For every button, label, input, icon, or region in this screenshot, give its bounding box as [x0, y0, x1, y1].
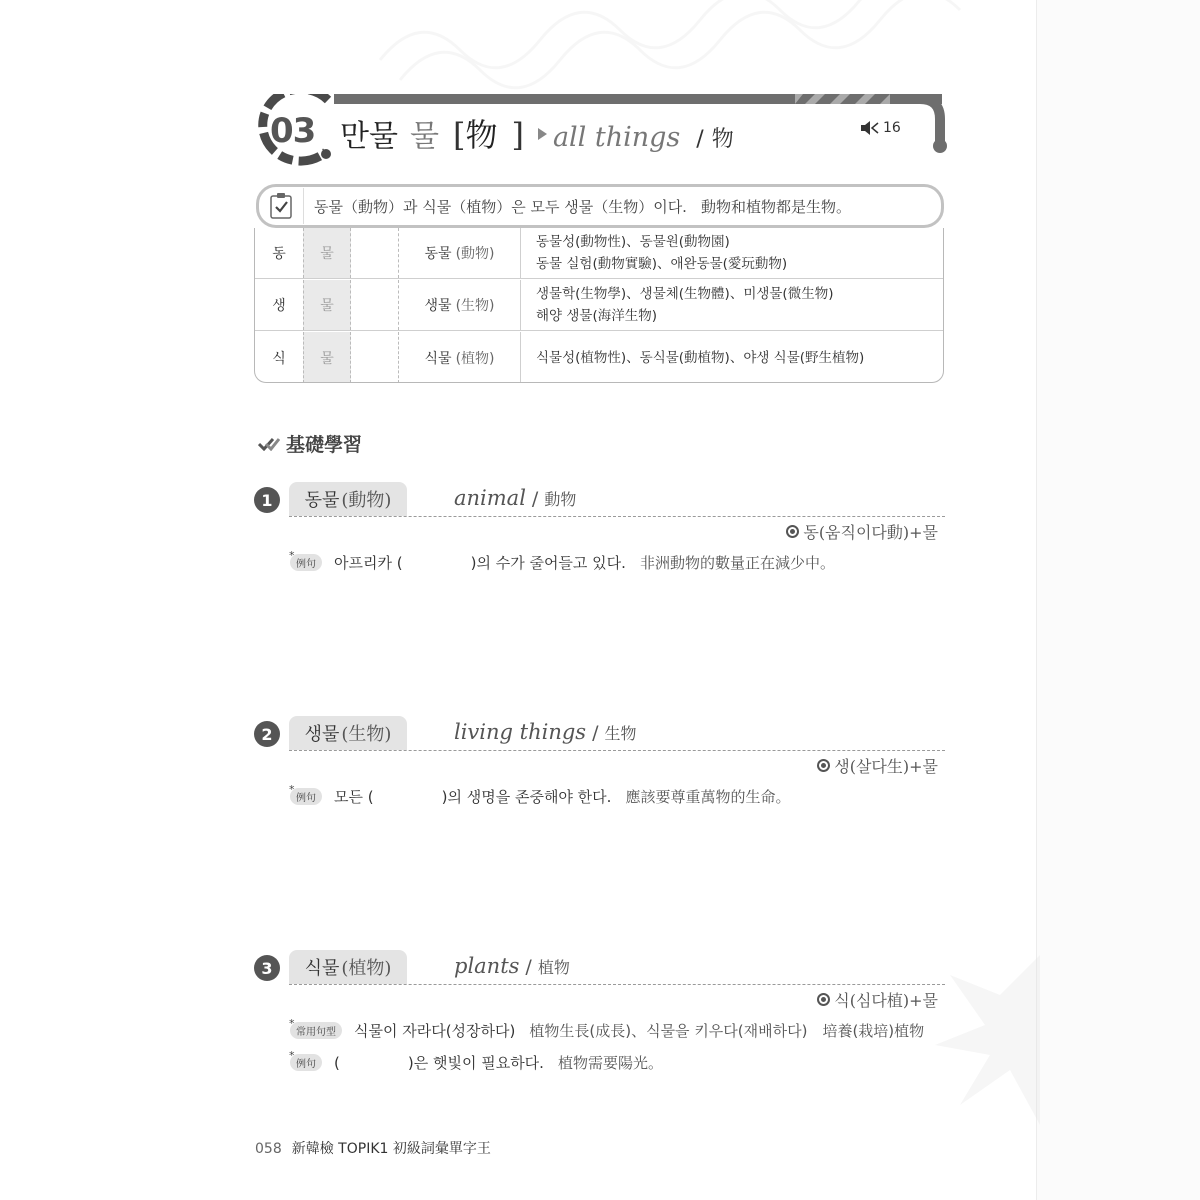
audio-track-button[interactable] [860, 120, 901, 136]
example-chinese: 應該要尊重萬物的生命。 [625, 788, 791, 806]
entry-chinese: 植物 [537, 958, 570, 977]
example-after-blank: )의 생명을 존중해야 한다. [441, 788, 612, 806]
entry-dashed-line [289, 984, 945, 985]
entry-english: plants [454, 954, 520, 978]
header-hanja: 物 [465, 116, 498, 154]
row-blank-cell [351, 228, 399, 278]
row-example-line: 해양 생물(海洋生物) [536, 308, 657, 324]
entry-chinese: 動物 [544, 490, 577, 509]
row-word-hanja: (生物) [455, 298, 495, 314]
example-before-blank: ( [334, 1053, 340, 1072]
table-row [255, 332, 944, 383]
row-root: 물 [303, 228, 351, 278]
entry-meaning [454, 486, 576, 510]
row-word [399, 228, 521, 278]
section-title-label: 基礎學習 [286, 434, 363, 456]
sentence-divider [303, 188, 304, 224]
example-before-blank: 식물이 자라다(성장하다) [354, 1022, 516, 1040]
header-bracket-close: ] [511, 116, 524, 154]
entry-word: 식물 [304, 958, 340, 979]
row-blank-cell [351, 332, 399, 383]
entry-meaning [454, 720, 637, 744]
entry-word-tab [289, 950, 407, 984]
example-tag-label: 例句 [296, 1059, 316, 1070]
row-example-line: 생물학(生物學)、생물체(生物體)、미생물(微生物) [536, 286, 834, 302]
example-tag: * 例句 [290, 788, 322, 805]
row-examples [521, 228, 941, 278]
example-before-blank: 모든 ( [334, 788, 374, 806]
bullet-icon [786, 525, 799, 538]
row-examples [521, 332, 941, 383]
entry-etymology-text: 동(움직이다動)+물 [803, 523, 938, 542]
example-line [289, 1049, 663, 1073]
page-edge [1036, 0, 1200, 1200]
entry-english: living things [454, 720, 587, 744]
row-syllable: 생 [272, 298, 286, 314]
entry-word-tab [289, 482, 407, 516]
header-chinese: 物 [711, 127, 734, 152]
vocab-table [254, 228, 944, 383]
example-chinese: 非洲動物的數量正在減少中。 [639, 554, 835, 572]
book-title: 新韓檢 TOPIK1 初級詞彙單字王 [291, 1141, 491, 1157]
entry-slash: / [592, 722, 599, 744]
entry-number-badge: 3 [254, 955, 280, 981]
lesson-number: 03 [270, 111, 316, 151]
example-chinese: 植物需要陽光。 [557, 1054, 663, 1072]
bullet-icon [817, 993, 830, 1006]
row-syllable: 식 [272, 350, 286, 367]
entry-etymology [786, 520, 938, 543]
double-check-icon [258, 437, 280, 451]
entry-meaning [454, 954, 570, 978]
key-sentence-box [256, 184, 944, 228]
key-sentence-korean: 동물（動物）과 식물（植物）은 모두 생물（生物）이다. [314, 197, 687, 216]
bullet-icon [817, 759, 830, 772]
example-tag-label: 常用句型 [296, 1027, 336, 1038]
row-example-line: 동물성(動物性)、동물원(動物園) [536, 234, 730, 250]
example-line [289, 1017, 925, 1041]
entry-hanja: (動物) [341, 490, 392, 511]
audio-track-number: 16 [883, 120, 901, 136]
example-before-blank: 아프리카 ( [334, 554, 403, 572]
header-word: 만물 [340, 119, 398, 154]
row-blank-cell [351, 280, 399, 330]
row-word-hanja: (動物) [455, 246, 495, 262]
row-example-line: 식물성(植物性)、동식물(動植物)、야생 식물(野生植物) [536, 349, 865, 366]
entry-word-tab [289, 716, 407, 750]
entry-number-badge: 1 [254, 487, 280, 513]
row-word-korean: 생물 [424, 298, 452, 314]
example-tag: * 例句 [290, 554, 322, 571]
entry-etymology [817, 988, 938, 1011]
entry-word: 동물 [304, 490, 340, 511]
example-tag: * 例句 [290, 1054, 322, 1071]
entry-dashed-line [289, 750, 945, 751]
header-english: all things [552, 122, 681, 153]
example-tag: * 常用句型 [290, 1022, 342, 1039]
header-reading: 물 [409, 119, 439, 154]
entry-etymology-text: 생(살다生)+물 [834, 757, 938, 776]
speaker-icon [860, 121, 880, 135]
page-number: 058 [255, 1141, 282, 1157]
header-bracket-open: [ [452, 116, 466, 154]
entry-english: animal [454, 486, 526, 510]
entry-slash: / [525, 956, 532, 978]
entry-chinese: 生物 [604, 724, 637, 743]
table-row [255, 228, 944, 279]
row-examples [521, 280, 941, 330]
entry-word: 생물 [304, 724, 340, 745]
row-syllable: 동 [272, 246, 286, 262]
example-line [289, 549, 835, 573]
row-word [399, 332, 521, 383]
header-title [340, 110, 734, 156]
row-word [399, 280, 521, 330]
entry-hanja: (生物) [341, 724, 392, 745]
key-sentence-chinese: 動物和植物都是生物。 [700, 197, 851, 216]
row-word-korean: 동물 [424, 246, 452, 262]
header-slash: / [696, 127, 704, 152]
entry-hanja: (植物) [341, 958, 392, 979]
row-word-hanja: (植物) [455, 350, 495, 367]
clipboard-check-icon [265, 191, 297, 221]
watermark-decoration [360, 0, 1040, 90]
example-after-blank: )의 수가 줄어들고 있다. [470, 554, 626, 572]
example-tag-label: 例句 [296, 793, 316, 804]
ink-splash-decoration [930, 935, 1050, 1135]
row-word-korean: 식물 [424, 350, 452, 367]
example-chinese: 植物生長(成長)、식물을 키우다(재배하다) 培養(栽培)植物 [529, 1022, 925, 1040]
entry-etymology [817, 754, 938, 777]
entry-etymology-text: 식(심다植)+물 [834, 991, 938, 1010]
entry-slash: / [531, 488, 539, 510]
entry-number-badge: 2 [254, 721, 280, 747]
row-example-line: 동물 실험(動物實驗)、애완동물(愛玩動物) [536, 256, 788, 272]
example-tag-label: 例句 [296, 559, 316, 570]
row-root: 물 [303, 280, 351, 330]
triangle-bullet-icon [538, 128, 547, 140]
row-root: 물 [303, 332, 351, 383]
section-title [258, 430, 362, 457]
entry-dashed-line [289, 516, 945, 517]
example-line [289, 783, 791, 807]
table-row [255, 280, 944, 331]
example-after-blank: )은 햇빛이 필요하다. [407, 1054, 544, 1072]
page-footer [255, 1138, 491, 1158]
